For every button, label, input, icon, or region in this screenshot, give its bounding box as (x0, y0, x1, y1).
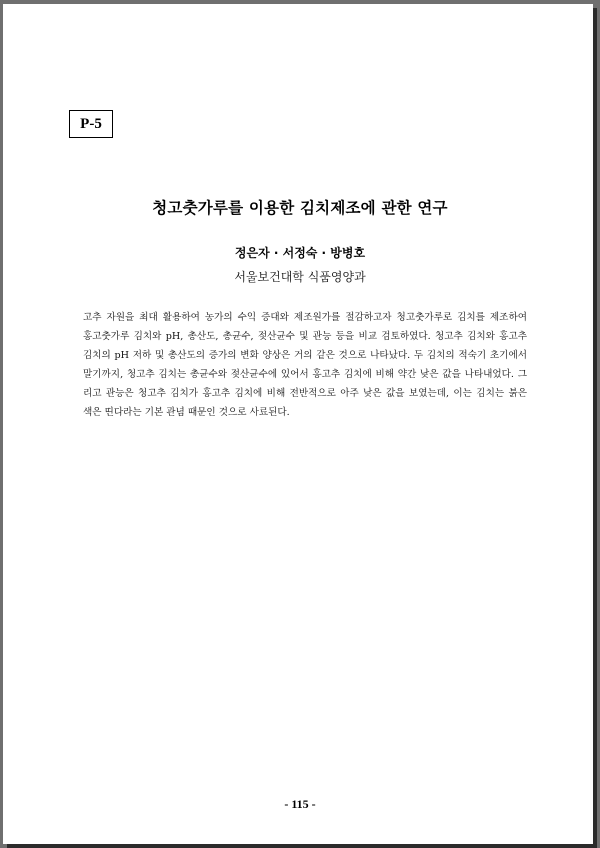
abstract-body (83, 308, 527, 422)
paper-title: 청고춧가루를 이용한 김치제조에 관한 연구 (152, 199, 448, 217)
abstract-line: 색은 띤다라는 기본 관념 때문인 것으로 사료된다. (83, 407, 290, 418)
paper-affiliation: 서울보건대학 식품영양과 (234, 270, 366, 284)
poster-code-box (69, 110, 113, 138)
page-shadow-bottom (7, 844, 597, 848)
page-shadow-right (593, 8, 597, 844)
abstract-line: 김치의 pH 저하 및 총산도의 증가의 변화 양상은 거의 같은 것으로 나타났다. 두 김치의 적숙기 초기에서 (83, 350, 527, 361)
page-number: - 115 - (284, 797, 316, 811)
paper-authors: 정은자 · 서정숙 · 방병호 (234, 246, 366, 260)
abstract-line: 말기까지, 청고추 김치는 총균수와 젖산균수에 있어서 홍고추 김치에 비해 약간 낮은 값을 나타내었다. 그 (83, 369, 527, 380)
poster-code: P-5 (80, 115, 102, 132)
abstract-line: 고추 자원을 최대 활용하여 농가의 수익 증대와 제조원가를 절감하고자 청고춧가루로 김치를 제조하여 (83, 312, 527, 323)
abstract-line: 리고 관능은 청고추 김치가 홍고추 김치에 비해 전반적으로 아주 낮은 값을 보였는데, 이는 김치는 붉은 (83, 388, 527, 399)
abstract-line: 홍고춧가루 김치와 pH, 총산도, 총균수, 젖산균수 및 관능 등을 비교 검토하였다. 청고추 김치와 홍고추 (83, 331, 527, 342)
